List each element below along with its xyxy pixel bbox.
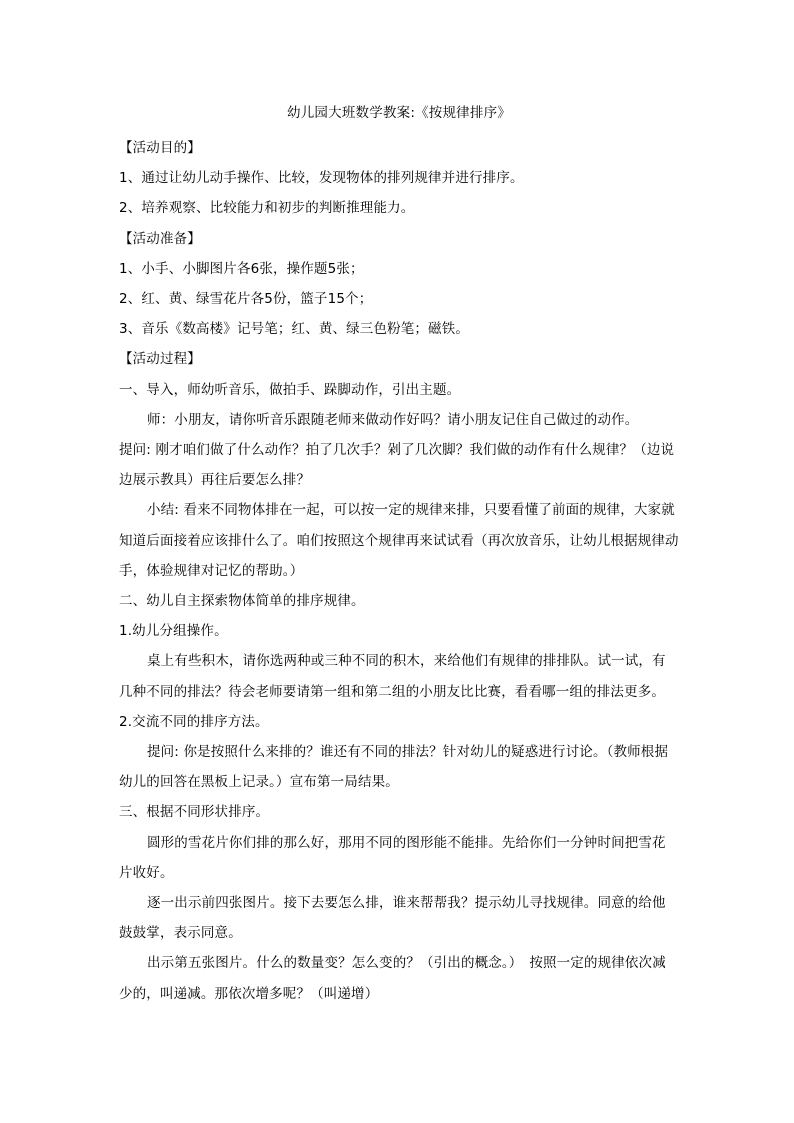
paragraph: 三、根据不同形状排序。 bbox=[119, 804, 270, 821]
paragraph: 一、导入，师幼听音乐，做拍手、跺脚动作，引出主题。 bbox=[119, 381, 461, 398]
paragraph: 1、通过让幼儿动手操作、比较，发现物体的排列规律并进行排序。 bbox=[119, 170, 524, 187]
paragraph-list bbox=[119, 133, 679, 1009]
paragraph: 提问: 刚才咱们做了什么动作？拍了几次手？剁了几次脚？我们做的动作有什么规律？（边说边展示教具）再往后要怎么排？ bbox=[119, 442, 675, 489]
paragraph: 小结: 看来不同物体排在一起，可以按一定的规律来排，只要看懂了前面的规律，大家就知道后面接着应该排什么了。咱们按照这个规律再来试试看（再次放音乐，让幼儿根据规律动手，体验规律对记忆的帮助。） bbox=[119, 502, 679, 579]
paragraph: 二、幼儿自主探索物体简单的排序规律。 bbox=[119, 593, 365, 610]
paragraph: 【活动过程】 bbox=[119, 351, 201, 368]
paragraph: 【活动目的】 bbox=[119, 140, 201, 156]
paragraph: 1.幼儿分组操作。 bbox=[119, 623, 228, 640]
paragraph: 师：小朋友，请你听音乐跟随老师来做动作好吗？请小朋友记住自己做过的动作。 bbox=[147, 411, 639, 428]
paragraph: 【活动准备】 bbox=[119, 230, 201, 247]
paragraph: 3、音乐《数高楼》记号笔；红、黄、绿三色粉笔；磁铁。 bbox=[119, 321, 469, 338]
paragraph: 出示第五张图片。什么的数量变？怎么变的？（引出的概念。） 按照一定的规律依次减少的，叫递减。那依次增多呢？（叫递增） bbox=[119, 955, 666, 1002]
paragraph: 2.交流不同的排序方法。 bbox=[119, 713, 269, 730]
paragraph: 2、培养观察、比较能力和初步的判断推理能力。 bbox=[119, 200, 415, 217]
document-title: 幼儿园大班数学教案:《按规律排序》 bbox=[287, 105, 511, 121]
paragraph: 圆形的雪花片你们排的那么好，那用不同的图形能不能排。先给你们一分钟时间把雪花片收好。 bbox=[119, 834, 666, 881]
document-body bbox=[119, 103, 679, 1009]
paragraph: 逐一出示前四张图片。接下去要怎么排，谁来帮帮我？提示幼儿寻找规律。同意的给他鼓鼓掌，表示同意。 bbox=[119, 895, 666, 942]
paragraph: 桌上有些积木，请你选两种或三种不同的积木，来给他们有规律的排排队。试一试，有几种不同的排法？待会老师要请第一组和第二组的小朋友比比赛，看看哪一组的排法更多。 bbox=[119, 653, 666, 700]
paragraph: 提问: 你是按照什么来排的？谁还有不同的排法？针对幼儿的疑惑进行讨论。（教师根据幼儿的回答在黑板上记录。）宣布第一局结果。 bbox=[119, 744, 669, 791]
paragraph: 1、小手、小脚图片各6张，操作题5张； bbox=[119, 260, 364, 277]
paragraph: 2、红、黄、绿雪花片各5份，篮子15个； bbox=[119, 291, 373, 308]
